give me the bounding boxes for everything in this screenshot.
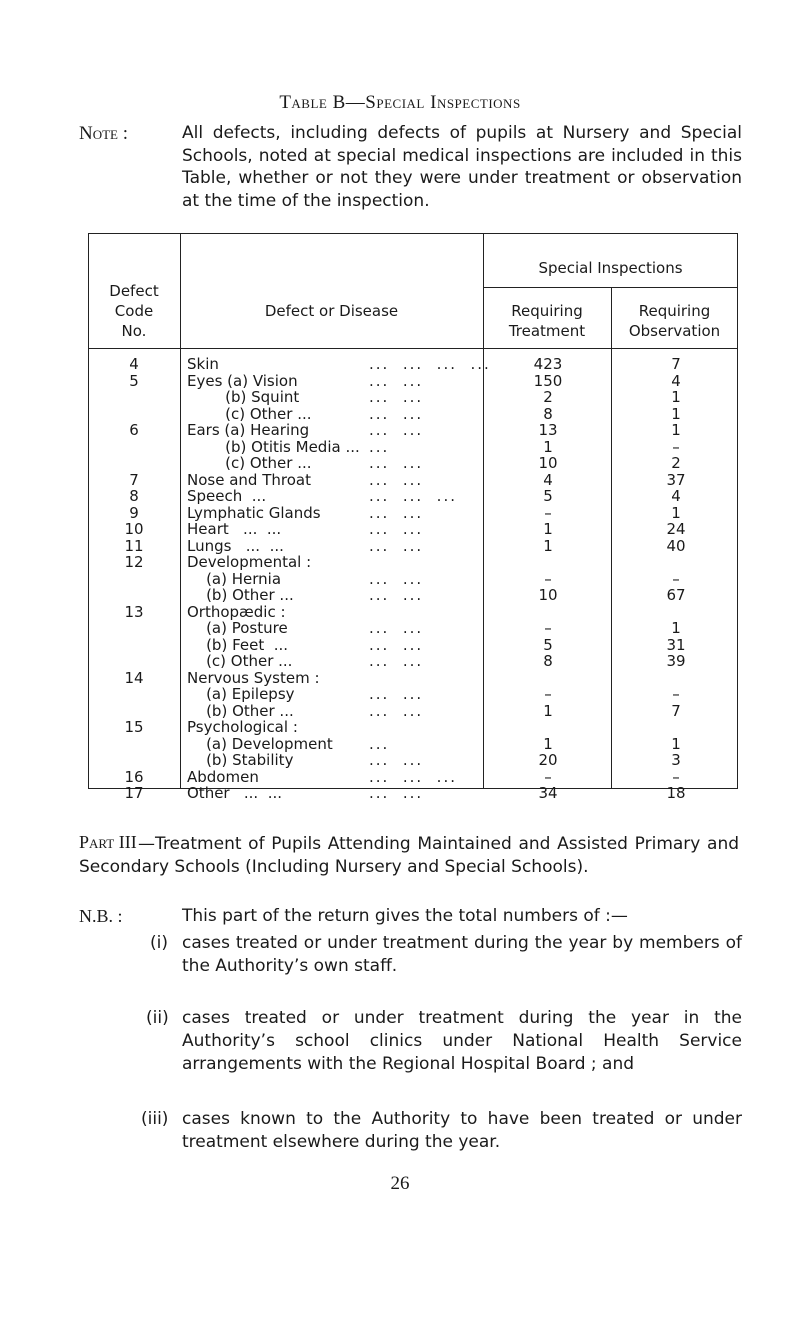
cell-requiring-treatment: 5 — [543, 635, 553, 654]
cell-requiring-observation: 18 — [666, 784, 686, 802]
part-heading-text — [79, 832, 739, 879]
nb-item-text: cases treated or under treatment during the year in the Authority’s school clinics under National Health Service arrangements with the Regional Hospital Board ; and — [182, 1008, 742, 1074]
cell-defect-code: 14 — [124, 668, 144, 687]
cell-defect-name: Ears (a) Hearing — [187, 421, 310, 439]
cell-leader-dots: ... ... — [369, 701, 424, 720]
header-treatment-line2: Treatment — [508, 322, 586, 340]
cell-defect-name: Nervous System : — [187, 668, 320, 687]
cell-requiring-treatment: – — [544, 685, 552, 703]
cell-defect-code: 5 — [129, 371, 139, 390]
cell-defect-name: (c) Other ... — [187, 652, 293, 670]
cell-requiring-observation: 7 — [671, 355, 681, 373]
cell-requiring-observation: 1 — [671, 619, 681, 637]
cell-requiring-observation: – — [672, 767, 680, 786]
cell-requiring-treatment: – — [544, 503, 552, 522]
cell-defect-name: (b) Stability — [187, 751, 294, 769]
table-row — [88, 784, 738, 804]
cell-requiring-treatment: 10 — [538, 586, 558, 604]
cell-requiring-treatment: 20 — [538, 751, 558, 769]
cell-defect-name: (b) Otitis Media ... — [187, 437, 360, 456]
cell-requiring-observation: 37 — [666, 470, 686, 489]
cell-defect-code: 8 — [129, 487, 139, 505]
cell-requiring-treatment: 8 — [543, 652, 553, 670]
cell-defect-name: Orthopædic : — [187, 602, 286, 621]
table-title-rest: —Special Inspections — [345, 92, 521, 113]
cell-leader-dots: ... ... — [369, 536, 424, 555]
cell-leader-dots: ... ... — [369, 520, 424, 538]
cell-defect-name: Skin — [187, 355, 219, 373]
cell-defect-name: Nose and Throat — [187, 470, 311, 489]
cell-defect-code: 9 — [129, 503, 139, 522]
cell-defect-name: (b) Other ... — [187, 586, 294, 604]
cell-defect-code: 11 — [124, 536, 144, 555]
cell-requiring-observation: 1 — [671, 421, 681, 439]
cell-defect-code: 12 — [124, 553, 144, 571]
header-treatment-line1: Requiring — [511, 302, 583, 320]
page-number: 26 — [390, 1173, 410, 1194]
cell-requiring-observation: 39 — [666, 652, 686, 670]
cell-requiring-observation: – — [672, 437, 680, 456]
cell-leader-dots: ... ... ... ... — [369, 355, 491, 373]
note-text: All defects, including defects of pupils at Nursery and Special Schools, noted at special medical inspections are included in this Table, whether or not they were under treatment or observation at the time of the inspection. — [182, 123, 742, 211]
nb-text: This part of the return gives the total numbers of :— — [182, 906, 628, 926]
cell-requiring-observation: 1 — [671, 388, 681, 406]
header-defect-disease: Defect or Disease — [264, 302, 399, 320]
cell-requiring-treatment: – — [544, 619, 552, 637]
cell-leader-dots: ... ... — [369, 404, 424, 423]
cell-requiring-treatment: 13 — [538, 421, 558, 439]
cell-defect-name: Eyes (a) Vision — [187, 371, 298, 390]
cell-requiring-treatment: 423 — [533, 355, 563, 373]
cell-defect-code: 13 — [124, 602, 144, 621]
nb-item-num: (i) — [150, 933, 168, 953]
nb-item-text: cases treated or under treatment during the year by members of the Authority’s own staff. — [182, 933, 742, 976]
cell-defect-name: Psychological : — [187, 718, 298, 736]
cell-requiring-treatment: 1 — [543, 734, 553, 753]
cell-requiring-observation: 1 — [671, 404, 681, 423]
cell-defect-name: (a) Development — [187, 734, 333, 753]
cell-leader-dots: ... ... — [369, 685, 424, 703]
cell-defect-name: (b) Squint — [187, 388, 300, 406]
cell-defect-name: (a) Epilepsy — [187, 685, 295, 703]
cell-leader-dots: ... ... — [369, 470, 424, 489]
header-bottom-border — [88, 348, 738, 349]
cell-leader-dots: ... ... — [369, 619, 424, 637]
cell-defect-name: Lungs ... ... — [187, 536, 284, 555]
nb-item-text: cases known to the Authority to have been treated or under treatment elsewhere during the year. — [182, 1109, 742, 1152]
cell-requiring-treatment: 1 — [543, 536, 553, 555]
cell-requiring-observation: – — [672, 569, 680, 588]
note-label: Note : — [79, 123, 129, 144]
cell-defect-name: Abdomen — [187, 767, 259, 786]
cell-requiring-observation: 1 — [671, 734, 681, 753]
cell-leader-dots: ... ... — [369, 454, 424, 472]
header-code-line3: No. — [121, 322, 147, 340]
cell-defect-code: 17 — [124, 784, 144, 802]
header-observation-line2: Observation — [628, 322, 721, 340]
cell-requiring-treatment: – — [544, 767, 552, 786]
cell-requiring-treatment: 4 — [543, 470, 553, 489]
cell-requiring-treatment: 5 — [543, 487, 553, 505]
header-special-inspections: Special Inspections — [538, 259, 683, 277]
cell-defect-name: (b) Other ... — [187, 701, 294, 720]
cell-defect-name: (b) Feet ... — [187, 635, 289, 654]
cell-leader-dots: ... ... — [369, 652, 424, 670]
cell-defect-code: 10 — [124, 520, 144, 538]
cell-leader-dots: ... — [369, 437, 390, 456]
cell-defect-name: (a) Hernia — [187, 569, 282, 588]
cell-leader-dots: ... ... ... — [369, 767, 457, 786]
cell-requiring-observation: 7 — [671, 701, 681, 720]
cell-defect-name: Heart ... ... — [187, 520, 282, 538]
cell-defect-code: 4 — [129, 355, 139, 373]
cell-requiring-treatment: 8 — [543, 404, 553, 423]
cell-defect-name: Other ... ... — [187, 784, 283, 802]
cell-leader-dots: ... ... — [369, 569, 424, 588]
cell-defect-name: Lymphatic Glands — [187, 503, 321, 522]
cell-defect-code: 7 — [129, 470, 139, 489]
header-code-line1: Defect — [109, 282, 159, 300]
cell-requiring-treatment: 1 — [543, 701, 553, 720]
cell-requiring-observation: 67 — [666, 586, 686, 604]
cell-leader-dots: ... ... — [369, 388, 424, 406]
cell-requiring-observation: 4 — [671, 371, 681, 390]
cell-requiring-treatment: 2 — [543, 388, 553, 406]
cell-defect-code: 15 — [124, 718, 144, 736]
cell-leader-dots: ... ... — [369, 503, 424, 522]
header-requiring-observation — [611, 301, 738, 341]
cell-requiring-observation: 40 — [666, 536, 686, 555]
cell-defect-name: (c) Other ... — [187, 454, 312, 472]
cell-requiring-treatment: – — [544, 569, 552, 588]
table-top-border — [88, 233, 738, 234]
cell-leader-dots: ... ... — [369, 586, 424, 604]
part-heading-body: —Treatment of Pupils Attending Maintained and Assisted Primary and Secondary Schools (Including Nursery and Special Schools). — [79, 834, 740, 877]
cell-defect-code: 16 — [124, 767, 144, 786]
cell-requiring-treatment: 1 — [543, 437, 553, 456]
cell-requiring-treatment: 10 — [538, 454, 558, 472]
cell-requiring-observation: 2 — [671, 454, 681, 472]
cell-requiring-treatment: 1 — [543, 520, 553, 538]
nb-item-num: (iii) — [141, 1109, 169, 1129]
nb-item-num: (ii) — [146, 1008, 169, 1028]
cell-requiring-treatment: 150 — [533, 371, 563, 390]
cell-defect-name: (a) Posture — [187, 619, 288, 637]
cell-defect-name: Developmental : — [187, 553, 312, 571]
cell-requiring-observation: 24 — [666, 520, 686, 538]
header-observation-line1: Requiring — [638, 302, 711, 320]
cell-requiring-treatment: 34 — [538, 784, 558, 802]
cell-defect-code: 6 — [129, 421, 139, 439]
cell-requiring-observation: 31 — [666, 635, 686, 654]
header-defect-code — [88, 281, 180, 341]
cell-requiring-observation: 4 — [671, 487, 681, 505]
header-requiring-treatment — [483, 301, 611, 341]
cell-leader-dots: ... ... ... — [369, 487, 457, 505]
cell-leader-dots: ... ... — [369, 421, 424, 439]
cell-requiring-observation: 3 — [671, 751, 681, 769]
table-title-prefix: Table B — [279, 92, 346, 113]
cell-leader-dots: ... ... — [369, 784, 424, 802]
header-code-line2: Code — [114, 302, 154, 320]
cell-leader-dots: ... — [369, 734, 390, 753]
cell-leader-dots: ... ... — [369, 751, 424, 769]
cell-leader-dots: ... ... — [369, 635, 424, 654]
cell-requiring-observation: – — [672, 685, 680, 703]
cell-requiring-observation: 1 — [671, 503, 681, 522]
cell-defect-name: Speech ... — [187, 487, 267, 505]
cell-leader-dots: ... ... — [369, 371, 424, 390]
nb-label: N.B. : — [79, 906, 123, 926]
part-label: Part III — [79, 832, 137, 852]
cell-defect-name: (c) Other ... — [187, 404, 312, 423]
